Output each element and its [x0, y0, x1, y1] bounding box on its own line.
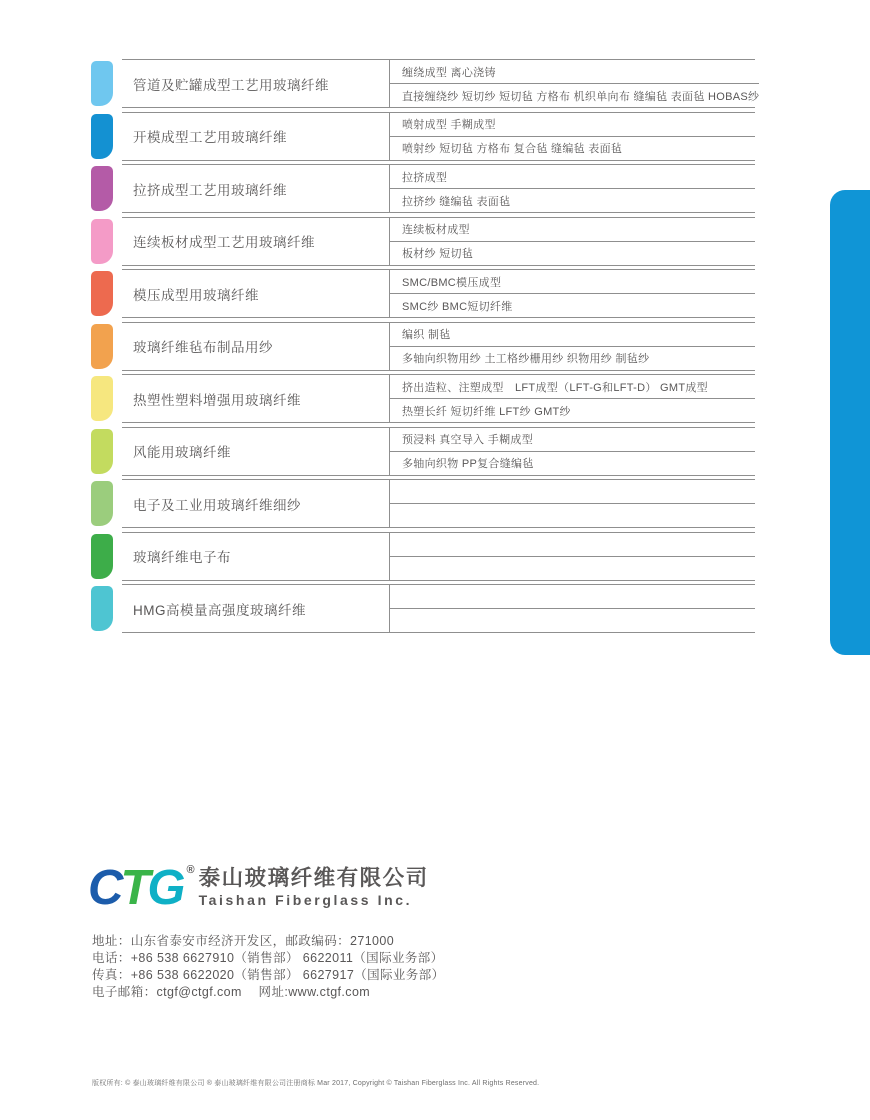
table-row — [122, 427, 755, 476]
process-cell: 连续板材成型 — [390, 218, 755, 242]
process-cell — [390, 585, 755, 609]
products-cell — [390, 504, 755, 527]
category-label: 拉挤成型工艺用玻璃纤维 — [133, 182, 287, 198]
logo-letter: G — [147, 861, 183, 915]
process-cell: SMC/BMC模压成型 — [390, 270, 755, 294]
contact-block — [92, 933, 445, 1001]
products-cell: SMC纱 BMC短切纤维 — [402, 300, 513, 313]
category-color-tab — [91, 271, 113, 316]
detail-column — [389, 480, 755, 527]
logo-letter: C — [88, 861, 121, 915]
table-row — [122, 112, 755, 161]
table-row — [122, 374, 755, 423]
category-label: 管道及贮罐成型工艺用玻璃纤维 — [133, 77, 329, 93]
category-color-tab — [91, 114, 113, 159]
copyright-line: 版权所有: © 泰山玻璃纤维有限公司 ® 泰山玻璃纤维有限公司注册商标 Mar 2017, Copyright © Taishan Fiberglass Inc. All Rights Reserved. — [92, 1080, 540, 1087]
contact-address: 地址：山东省泰安市经济开发区，邮政编码：271000 — [92, 934, 395, 948]
detail-column — [389, 428, 755, 475]
products-cell: 拉挤纱 缝编毡 表面毡 — [402, 195, 511, 208]
table-row — [122, 217, 755, 266]
category-color-tab — [91, 429, 113, 474]
category-color-tab — [91, 219, 113, 264]
products-cell: 多轴向织物用纱 土工格纱栅用纱 织物用纱 制毡纱 — [402, 353, 650, 365]
detail-column — [389, 218, 755, 265]
logo-letter: T — [120, 861, 148, 915]
table-row — [122, 164, 755, 213]
products-cell: 多轴向织物 PP复合缝编毡 — [402, 458, 534, 470]
category-color-tab — [91, 481, 113, 526]
category-label: 开模成型工艺用玻璃纤维 — [133, 130, 287, 145]
detail-column — [389, 113, 755, 160]
detail-column — [389, 270, 755, 317]
detail-column — [389, 60, 759, 107]
process-cell: 预浸料 真空导入 手糊成型 — [390, 428, 755, 452]
products-cell — [390, 609, 755, 632]
page-edge-tab — [830, 190, 870, 655]
table-row — [122, 584, 755, 633]
company-name-en: Taishan Fiberglass Inc. — [198, 892, 413, 908]
table-row — [122, 269, 755, 318]
products-cell — [390, 557, 755, 580]
process-cell — [390, 533, 755, 557]
process-cell: 编织 制毡 — [390, 323, 755, 347]
category-label: 玻璃纤维毡布制品用纱 — [133, 340, 273, 355]
contact-fax: 传真：+86 538 6622020（销售部） 6627917（国际业务部） — [92, 968, 445, 982]
process-cell: 缠绕成型 离心浇铸 — [390, 60, 759, 84]
table-row — [122, 479, 755, 528]
category-label: 玻璃纤维电子布 — [133, 550, 231, 565]
category-color-tab — [91, 324, 113, 369]
category-label: 风能用玻璃纤维 — [133, 445, 231, 460]
detail-column — [389, 533, 755, 580]
category-label: 连续板材成型工艺用玻璃纤维 — [133, 235, 315, 250]
category-color-tab — [91, 376, 113, 421]
detail-column — [389, 165, 755, 212]
company-name-cn: 泰山玻璃纤维有限公司 — [198, 866, 429, 890]
products-cell: 热塑长纤 短切纤维 LFT纱 GMT纱 — [402, 405, 571, 418]
category-color-tab — [91, 61, 113, 106]
detail-column — [389, 375, 755, 422]
process-cell: 挤出造粒、注塑成型 LFT成型（LFT-G和LFT-D） GMT成型 — [390, 375, 755, 399]
category-label: 热塑性塑料增强用玻璃纤维 — [133, 392, 301, 408]
category-color-tab — [91, 586, 113, 631]
products-cell: 直接缠绕纱 短切纱 短切毡 方格布 机织单向布 缝编毡 表面毡 HOBAS纱 — [402, 90, 760, 103]
products-cell: 板材纱 短切毡 — [402, 248, 474, 260]
contact-email: 电子邮箱：ctgf@ctgf.com 网址:www.ctgf.com — [92, 985, 371, 999]
detail-column — [389, 585, 755, 632]
table-row — [122, 59, 760, 108]
products-cell: 喷射纱 短切毡 方格布 复合毡 缝编毡 表面毡 — [402, 143, 623, 155]
process-cell: 喷射成型 手糊成型 — [390, 113, 755, 137]
company-logo — [88, 862, 429, 914]
contact-phone: 电话：+86 538 6627910（销售部） 6622011（国际业务部） — [92, 951, 444, 965]
detail-column — [389, 323, 755, 370]
process-cell — [390, 480, 755, 504]
process-cell: 拉挤成型 — [390, 165, 755, 189]
category-label: 电子及工业用玻璃纤维细纱 — [133, 497, 301, 513]
table-row — [122, 322, 755, 371]
registered-trademark-icon: ® — [186, 864, 195, 876]
table-row — [122, 532, 755, 581]
category-color-tab — [91, 166, 113, 211]
ctg-logo-letters — [88, 862, 182, 914]
category-label: 模压成型用玻璃纤维 — [133, 287, 259, 303]
category-color-tab — [91, 534, 113, 579]
category-label: HMG高模量高强度玻璃纤维 — [133, 602, 306, 618]
